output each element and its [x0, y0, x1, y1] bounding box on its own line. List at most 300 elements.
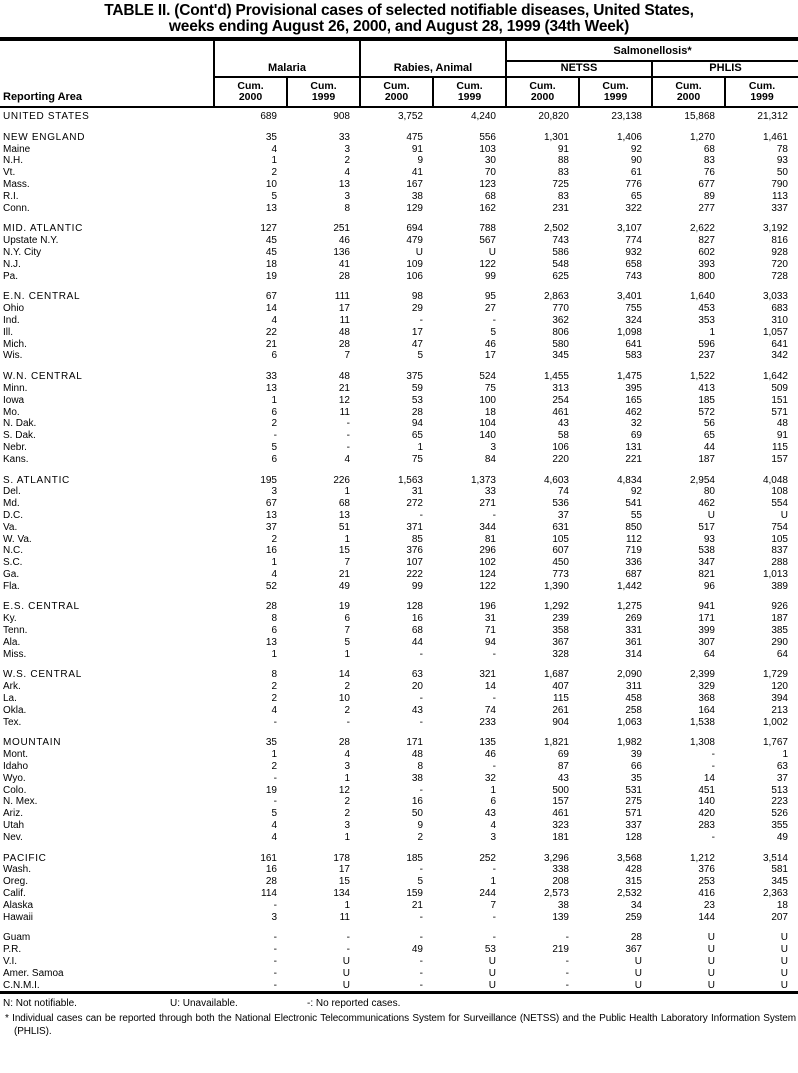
value-cell: 233 [479, 716, 496, 728]
reporting-area-cell: Mo. [3, 406, 20, 418]
table-header [0, 39, 798, 107]
value-cell: 244 [479, 888, 496, 900]
value-cell: 8 [417, 761, 423, 773]
value-cell: 5 [344, 636, 350, 648]
value-cell: 376 [698, 864, 715, 876]
value-cell: 131 [625, 441, 642, 453]
table-row [0, 534, 798, 546]
value-cell: 556 [479, 131, 496, 143]
value-cell: 928 [771, 246, 788, 258]
value-cell: 500 [552, 784, 569, 796]
value-cell: 109 [406, 258, 423, 270]
value-cell: 4 [271, 831, 277, 843]
value-cell: 625 [552, 270, 569, 282]
value-cell: 19 [265, 270, 277, 282]
value-cell: 850 [625, 521, 642, 533]
value-cell: 28 [630, 932, 642, 944]
value-cell: - [419, 509, 423, 521]
value-cell: 641 [625, 338, 642, 350]
legend-item: -: No reported cases. [307, 998, 401, 1010]
value-cell: 1,767 [762, 737, 788, 749]
reporting-area-cell: N.H. [3, 155, 23, 167]
value-cell: 37 [557, 509, 569, 521]
value-cell: 102 [479, 557, 496, 569]
value-cell: 258 [625, 704, 642, 716]
value-cell: 108 [771, 486, 788, 498]
value-cell: 548 [552, 258, 569, 270]
value-cell: 18 [776, 899, 788, 911]
value-cell: - [346, 716, 350, 728]
value-cell: 1,640 [689, 291, 715, 303]
value-cell: 687 [625, 568, 642, 580]
value-cell: 5 [271, 808, 277, 820]
value-cell: 181 [552, 831, 569, 843]
value-cell: 103 [479, 143, 496, 155]
value-cell: 144 [698, 911, 715, 923]
value-cell: - [419, 716, 423, 728]
value-cell: 74 [557, 486, 569, 498]
value-cell: 283 [698, 820, 715, 832]
table-row [0, 980, 798, 993]
value-cell: 290 [771, 636, 788, 648]
table-row [0, 944, 798, 956]
col-header-netss-cum-2000: Cum. 2000 [506, 77, 579, 107]
value-cell: 20,820 [538, 111, 569, 122]
value-cell: - [346, 441, 350, 453]
reporting-area-cell: Upstate N.Y. [3, 235, 59, 247]
value-cell: 1,642 [762, 371, 788, 383]
footnotes [0, 998, 798, 1038]
value-cell: 50 [411, 808, 423, 820]
value-cell: 38 [411, 772, 423, 784]
value-cell: 63 [776, 761, 788, 773]
value-cell: 69 [630, 430, 642, 442]
value-cell: 29 [411, 303, 423, 315]
value-cell: 67 [265, 291, 277, 303]
value-cell: 75 [411, 453, 423, 465]
value-cell: 239 [552, 613, 569, 625]
value-cell: 4,834 [616, 474, 642, 486]
value-cell: 112 [626, 533, 642, 545]
value-cell: 788 [479, 223, 496, 235]
value-cell: 259 [625, 911, 642, 923]
value-cell: 4 [344, 749, 350, 761]
value-cell: 1,292 [543, 601, 569, 613]
value-cell: - [346, 944, 350, 956]
value-cell: 19 [265, 784, 277, 796]
reporting-area-cell: Md. [3, 498, 20, 510]
table-row [0, 442, 798, 454]
reporting-area-cell: UNITED STATES [3, 111, 90, 122]
value-cell: 140 [479, 430, 496, 442]
value-cell: - [492, 509, 496, 521]
value-cell: 219 [552, 944, 569, 956]
value-cell: 21,312 [757, 111, 788, 122]
value-cell: 21 [338, 382, 350, 394]
value-cell: 315 [625, 876, 642, 888]
reporting-area-cell: C.N.M.I. [3, 979, 40, 991]
value-cell: 4 [490, 820, 496, 832]
value-cell: 223 [771, 796, 788, 808]
reporting-area-cell: N. Dak. [3, 418, 37, 430]
value-cell: U [707, 932, 715, 944]
value-cell: 602 [698, 246, 715, 258]
value-cell: 106 [552, 441, 569, 453]
reporting-area-cell: V.I. [3, 956, 18, 967]
reporting-area-cell: W.N. CENTRAL [3, 371, 83, 383]
value-cell: 1 [344, 648, 350, 660]
value-cell: 161 [260, 852, 277, 864]
value-cell: U [780, 979, 788, 991]
reporting-area-cell: N.C. [3, 545, 23, 557]
table-row [0, 773, 798, 785]
table-row [0, 475, 798, 487]
netss-subgroup-header: NETSS [506, 61, 652, 77]
value-cell: 2,090 [616, 669, 642, 681]
value-cell: 3 [344, 761, 350, 773]
value-cell: 322 [625, 202, 642, 214]
value-cell: 114 [261, 888, 277, 900]
value-cell: 524 [479, 371, 496, 383]
value-cell: 2 [271, 167, 277, 179]
value-cell: 428 [625, 864, 642, 876]
value-cell: - [492, 693, 496, 705]
value-cell: 272 [406, 498, 423, 510]
value-cell: 15,868 [684, 111, 715, 122]
reporting-area-cell: Wash. [3, 864, 31, 876]
value-cell: 21 [338, 568, 350, 580]
value-cell: 136 [333, 246, 350, 258]
table-title-line1: TABLE II. (Cont'd) Provisional cases of selected notifiable diseases, United States, [104, 2, 694, 19]
value-cell: 13 [265, 202, 277, 214]
value-cell: 74 [484, 704, 496, 716]
value-cell: 3 [490, 441, 496, 453]
value-cell: 371 [406, 521, 423, 533]
table-row [0, 737, 798, 749]
value-cell: - [711, 749, 715, 761]
value-cell: 37 [776, 772, 788, 784]
value-cell: 394 [771, 693, 788, 705]
value-cell: 451 [698, 784, 715, 796]
reporting-area-cell: Ill. [3, 326, 13, 338]
value-cell: 367 [625, 944, 642, 956]
value-cell: 3 [271, 911, 277, 923]
value-cell: 790 [771, 178, 788, 190]
value-cell: 187 [698, 453, 715, 465]
phlis-subgroup-header: PHLIS [652, 61, 798, 77]
value-cell: 462 [625, 406, 642, 418]
value-cell: U [707, 944, 715, 956]
value-cell: 16 [265, 545, 277, 557]
value-cell: 67 [265, 498, 277, 510]
value-cell: 338 [552, 864, 569, 876]
value-cell: U [707, 509, 715, 521]
value-cell: 139 [552, 911, 569, 923]
value-cell: 368 [698, 693, 715, 705]
value-cell: U [780, 932, 788, 944]
reporting-area-cell: N. Mex. [3, 796, 38, 808]
value-cell: 275 [625, 796, 642, 808]
value-cell: - [273, 430, 277, 442]
value-cell: 53 [411, 394, 423, 406]
value-cell: 105 [552, 533, 569, 545]
reporting-area-cell: S.C. [3, 557, 23, 569]
value-cell: 12 [338, 394, 350, 406]
table-row [0, 144, 798, 156]
value-cell: 222 [406, 568, 423, 580]
reporting-area-cell: Del. [3, 486, 21, 498]
reporting-area-cell: Ga. [3, 568, 20, 580]
reporting-area-cell: Tex. [3, 716, 22, 728]
value-cell: 91 [776, 430, 788, 442]
value-cell: - [492, 864, 496, 876]
value-cell: 3,296 [543, 852, 569, 864]
reporting-area-cell: Tenn. [3, 625, 28, 637]
value-cell: 288 [771, 557, 788, 569]
table-row [0, 796, 798, 808]
reporting-area-cell: Nev. [3, 831, 23, 843]
value-cell: 49 [411, 944, 423, 956]
value-cell: 13 [265, 636, 277, 648]
value-cell: 221 [625, 453, 642, 465]
reporting-area-cell: D.C. [3, 509, 23, 521]
value-cell: 1,406 [616, 131, 642, 143]
table-row [0, 235, 798, 247]
table-row [0, 454, 798, 466]
value-cell: 450 [552, 557, 569, 569]
section-spacer [0, 923, 798, 932]
value-cell: - [346, 932, 350, 944]
value-cell: 93 [776, 155, 788, 167]
value-cell: 64 [776, 648, 788, 660]
value-cell: 1,522 [689, 371, 715, 383]
value-cell: 39 [630, 749, 642, 761]
value-cell: 231 [552, 202, 569, 214]
value-cell: 8 [271, 613, 277, 625]
value-cell: 91 [411, 143, 423, 155]
value-cell: 827 [698, 235, 715, 247]
value-cell: 65 [630, 190, 642, 202]
reporting-area-cell: Ohio [3, 303, 25, 315]
value-cell: 59 [411, 382, 423, 394]
value-cell: - [273, 979, 277, 991]
value-cell: 453 [698, 303, 715, 315]
value-cell: 20 [411, 681, 423, 693]
table-row [0, 259, 798, 271]
value-cell: 596 [698, 338, 715, 350]
value-cell: 171 [698, 613, 715, 625]
value-cell: 185 [698, 394, 715, 406]
reporting-area-cell: Pa. [3, 270, 19, 282]
value-cell: 2 [344, 681, 350, 693]
value-cell: 81 [484, 533, 496, 545]
value-cell: 195 [260, 474, 277, 486]
value-cell: - [419, 967, 423, 979]
value-cell: 252 [479, 852, 496, 864]
reporting-area-cell: Va. [3, 521, 18, 533]
value-cell: 32 [630, 418, 642, 430]
value-cell: 68 [411, 625, 423, 637]
value-cell: 53 [484, 944, 496, 956]
value-cell: 4,603 [543, 474, 569, 486]
value-cell: - [419, 932, 423, 944]
value-cell: 2 [271, 761, 277, 773]
value-cell: 1,063 [616, 716, 642, 728]
value-cell: 100 [479, 394, 496, 406]
value-cell: 2,954 [689, 474, 715, 486]
value-cell: 68 [484, 190, 496, 202]
value-cell: 689 [260, 111, 277, 122]
value-cell: 567 [479, 235, 496, 247]
value-cell: 1 [782, 749, 788, 761]
value-cell: 2,502 [543, 223, 569, 235]
value-cell: - [419, 784, 423, 796]
value-cell: 3,033 [762, 291, 788, 303]
value-cell: 277 [698, 202, 715, 214]
value-cell: 65 [411, 430, 423, 442]
value-cell: 641 [771, 338, 788, 350]
value-cell: 213 [771, 704, 788, 716]
rabies-group-header: Rabies, Animal [360, 39, 506, 77]
value-cell: 311 [626, 681, 642, 693]
value-cell: - [492, 761, 496, 773]
value-cell: 4 [344, 167, 350, 179]
section-spacer [0, 214, 798, 223]
value-cell: 336 [625, 557, 642, 569]
value-cell: 393 [698, 258, 715, 270]
value-cell: 1,461 [762, 131, 788, 143]
value-cell: 95 [484, 291, 496, 303]
value-cell: 581 [771, 864, 788, 876]
value-cell: U [707, 979, 715, 991]
value-cell: 49 [776, 831, 788, 843]
value-cell: 157 [771, 453, 788, 465]
value-cell: 362 [552, 314, 569, 326]
value-cell: 115 [772, 441, 788, 453]
reporting-area-cell: Nebr. [3, 441, 27, 453]
value-cell: 2 [271, 418, 277, 430]
value-cell: - [346, 430, 350, 442]
value-cell: 329 [698, 681, 715, 693]
value-cell: 83 [557, 190, 569, 202]
table-row [0, 932, 798, 944]
reporting-area-cell: Ark. [3, 681, 21, 693]
value-cell: 28 [338, 270, 350, 282]
value-cell: 105 [771, 533, 788, 545]
value-cell: 513 [771, 784, 788, 796]
value-cell: 30 [484, 155, 496, 167]
value-cell: 4 [271, 820, 277, 832]
value-cell: 2 [417, 831, 423, 843]
value-cell: 21 [411, 899, 423, 911]
value-cell: 4,048 [762, 474, 788, 486]
reporting-area-cell: Kans. [3, 453, 29, 465]
value-cell: 904 [552, 716, 569, 728]
value-cell: 69 [557, 749, 569, 761]
section-spacer [0, 282, 798, 291]
value-cell: 773 [552, 568, 569, 580]
value-cell: 345 [771, 876, 788, 888]
value-cell: 9 [417, 155, 423, 167]
value-cell: 90 [630, 155, 642, 167]
value-cell: 407 [552, 681, 569, 693]
table-row [0, 968, 798, 980]
table-row [0, 545, 798, 557]
value-cell: 128 [625, 831, 642, 843]
value-cell: - [419, 314, 423, 326]
value-cell: 743 [552, 235, 569, 247]
value-cell: 78 [776, 143, 788, 155]
value-cell: 185 [406, 852, 423, 864]
value-cell: 123 [479, 178, 496, 190]
value-cell: - [419, 911, 423, 923]
table-row [0, 749, 798, 761]
value-cell: 3,107 [616, 223, 642, 235]
value-cell: U [488, 979, 496, 991]
value-cell: 33 [484, 486, 496, 498]
value-cell: 10 [265, 178, 277, 190]
table-row [0, 407, 798, 419]
value-cell: U [780, 956, 788, 967]
value-cell: 17 [338, 864, 350, 876]
value-cell: 8 [344, 202, 350, 214]
value-cell: U [780, 967, 788, 979]
value-cell: 337 [771, 202, 788, 214]
value-cell: 4 [271, 704, 277, 716]
value-cell: 324 [625, 314, 642, 326]
value-cell: 774 [625, 235, 642, 247]
table-row [0, 418, 798, 430]
value-cell: 6 [271, 350, 277, 362]
section-spacer [0, 362, 798, 371]
value-cell: 361 [625, 636, 642, 648]
value-cell: 816 [771, 235, 788, 247]
reporting-area-cell: Amer. Samoa [3, 967, 64, 979]
value-cell: 479 [406, 235, 423, 247]
reporting-area-cell: R.I. [3, 190, 19, 202]
reporting-area-cell: Ala. [3, 636, 21, 648]
value-cell: 1,002 [762, 716, 788, 728]
value-cell: 15 [338, 876, 350, 888]
value-cell: - [492, 314, 496, 326]
table-row [0, 191, 798, 203]
value-cell: 208 [552, 876, 569, 888]
value-cell: 87 [557, 761, 569, 773]
value-cell: 43 [484, 808, 496, 820]
value-cell: 98 [411, 291, 423, 303]
value-cell: 1 [344, 486, 350, 498]
value-cell: 135 [479, 737, 496, 749]
value-cell: 23,138 [611, 111, 642, 122]
value-cell: 4 [271, 143, 277, 155]
value-cell: 56 [703, 418, 715, 430]
section-spacer [0, 592, 798, 601]
value-cell: 251 [333, 223, 350, 235]
table-title-line2: weeks ending August 26, 2000, and August 28, 1999 (34th Week) [168, 18, 630, 35]
value-cell: 1,301 [543, 131, 569, 143]
value-cell: 413 [698, 382, 715, 394]
value-cell: 4 [271, 314, 277, 326]
value-cell: 375 [406, 371, 423, 383]
value-cell: - [419, 956, 423, 967]
value-cell: 694 [406, 223, 423, 235]
value-cell: 88 [557, 155, 569, 167]
value-cell: 167 [406, 178, 423, 190]
value-cell: 68 [703, 143, 715, 155]
value-cell: 314 [625, 648, 642, 660]
reporting-area-cell: Iowa [3, 394, 25, 406]
value-cell: 92 [630, 486, 642, 498]
